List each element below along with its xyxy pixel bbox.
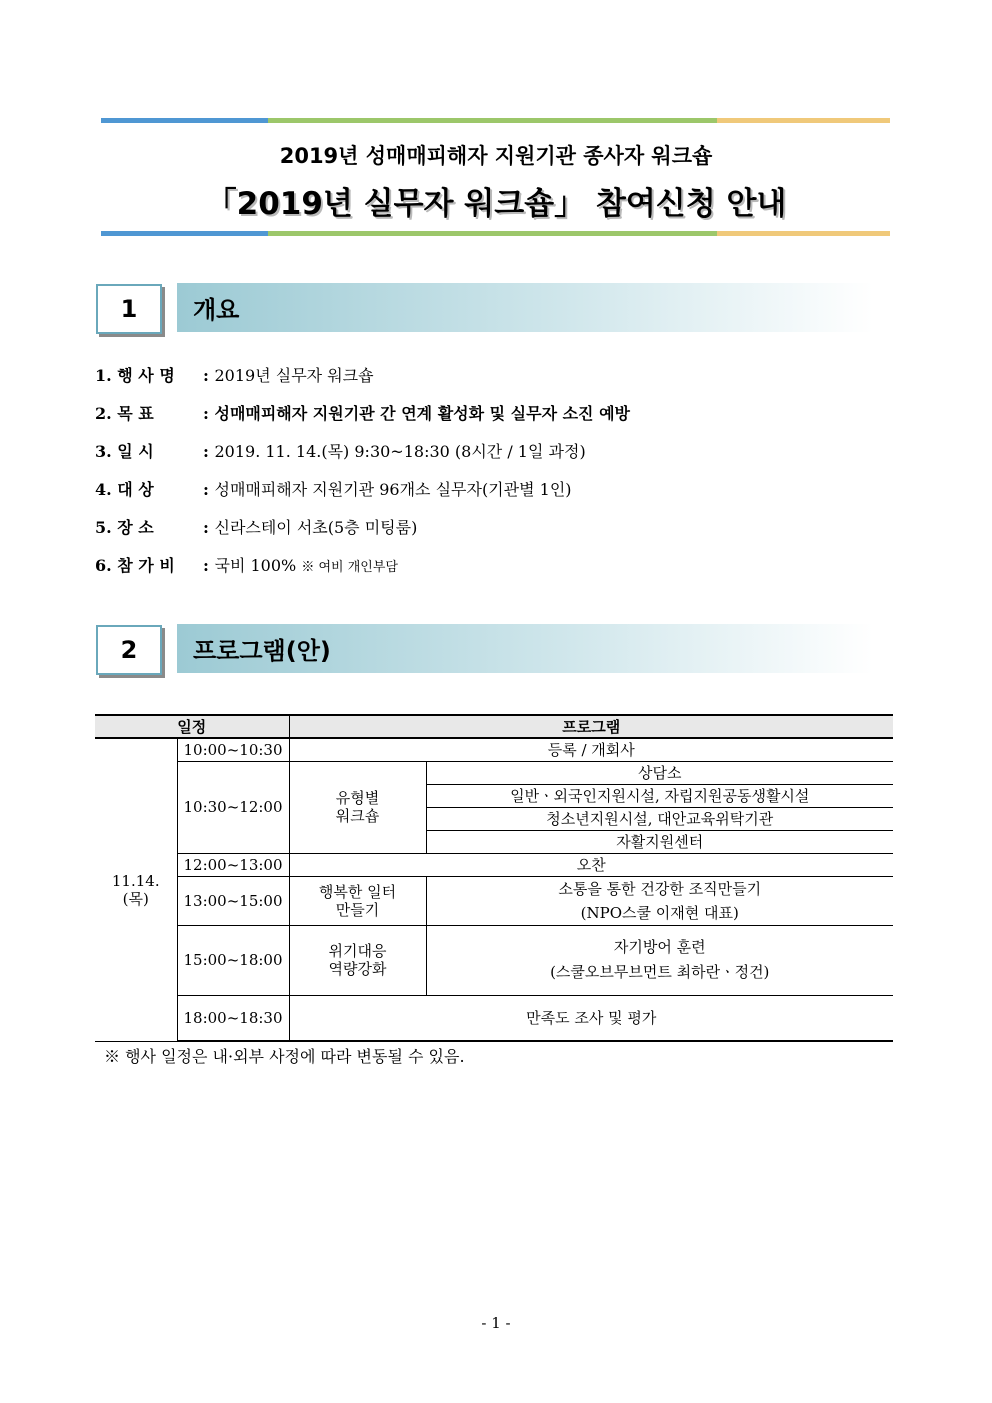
category-cell: 행복한 일터 만들기 [289, 876, 426, 925]
section-number-box: 2 [96, 625, 162, 675]
bar-yellow-segment [717, 231, 890, 236]
overview-value: 성매매피해자 지원기관 96개소 실무자(기관별 1인) [214, 480, 572, 499]
table-row [95, 738, 893, 761]
program-cell: 등록 / 개회사 [289, 738, 893, 761]
program-cell: 오찬 [289, 853, 893, 876]
time-cell: 13:00~15:00 [177, 876, 289, 925]
program-table [95, 714, 893, 1042]
program-cell: 만족도 조사 및 평가 [289, 995, 893, 1041]
time-cell: 10:30~12:00 [177, 761, 289, 853]
overview-label: 1. 행 사 명 [95, 366, 175, 385]
overview-value: 신라스테이 서초(5층 미팅룸) [214, 518, 418, 537]
bar-blue-segment [101, 231, 268, 236]
top-color-bar [101, 118, 890, 123]
overview-label: 3. 일 시 [95, 442, 154, 461]
table-row [95, 761, 893, 784]
table-row [95, 925, 893, 995]
bar-green-segment [268, 118, 717, 123]
program-cell: 상담소 [426, 761, 893, 784]
date-cell: 11.14. (목) [95, 738, 177, 1041]
time-cell: 12:00~13:00 [177, 853, 289, 876]
table-row [95, 876, 893, 925]
document-title: 「2019년 실무자 워크숍」 참여신청 안내 [205, 186, 787, 222]
overview-value: 2019년 실무자 워크숍 [214, 366, 374, 385]
program-cell: 소통을 통한 건강한 조직만들기 (NPO스쿨 이재현 대표) [426, 876, 893, 925]
section-heading-overview: 개요 [177, 283, 873, 332]
bar-blue-segment [101, 118, 268, 123]
bottom-color-bar [101, 231, 890, 236]
page-number: - 1 - [481, 1314, 511, 1332]
overview-label: 6. 참 가 비 [95, 556, 175, 575]
time-cell: 18:00~18:30 [177, 995, 289, 1041]
overview-item: 6. 참 가 비 : 국비 100% ※ 여비 개인부담 [95, 554, 398, 578]
time-cell: 15:00~18:00 [177, 925, 289, 995]
overview-value: 2019. 11. 14.(목) 9:30~18:30 (8시간 / 1일 과정) [214, 442, 586, 461]
table-header-program: 프로그램 [289, 715, 893, 738]
overview-value: 성매매피해자 지원기관 간 연계 활성화 및 실무자 소진 예방 [214, 404, 630, 423]
overview-value: 국비 100% [214, 556, 297, 575]
bar-green-segment [268, 231, 717, 236]
overview-label: 2. 목 표 [95, 404, 154, 423]
section-heading-program: 프로그램(안) [177, 624, 873, 673]
section-number-box: 1 [96, 284, 162, 334]
program-cell: 자기방어 훈련 (스쿨오브무브먼트 최하란ㆍ정건) [426, 925, 893, 995]
program-cell: 청소년지원시설, 대안교육위탁기관 [426, 807, 893, 830]
schedule-footnote: ※ 행사 일정은 내·외부 사정에 따라 변동될 수 있음. [104, 1047, 465, 1066]
table-row [95, 853, 893, 876]
program-cell: 일반ㆍ외국인지원시설, 자립지원공동생활시설 [426, 784, 893, 807]
overview-label: 5. 장 소 [95, 518, 154, 537]
overview-item: 4. 대 상 : 성매매피해자 지원기관 96개소 실무자(기관별 1인) [95, 478, 572, 502]
bar-yellow-segment [717, 118, 890, 123]
category-cell: 위기대응 역량강화 [289, 925, 426, 995]
overview-label: 4. 대 상 [95, 480, 154, 499]
overview-note: ※ 여비 개인부담 [301, 560, 398, 575]
overview-item: 2. 목 표 : 성매매피해자 지원기관 간 연계 활성화 및 실무자 소진 예방 [95, 402, 630, 426]
overview-item: 1. 행 사 명 : 2019년 실무자 워크숍 [95, 364, 374, 388]
category-cell: 유형별 워크숍 [289, 761, 426, 853]
table-row [95, 995, 893, 1041]
program-cell: 자활지원센터 [426, 830, 893, 853]
overview-item: 5. 장 소 : 신라스테이 서초(5층 미팅룸) [95, 516, 417, 540]
time-cell: 10:00~10:30 [177, 738, 289, 761]
table-header-schedule: 일정 [95, 715, 289, 738]
document-subtitle: 2019년 성매매피해자 지원기관 종사자 워크숍 [279, 144, 713, 168]
overview-item: 3. 일 시 : 2019. 11. 14.(목) 9:30~18:30 (8시간 / 1일 과정) [95, 440, 586, 464]
